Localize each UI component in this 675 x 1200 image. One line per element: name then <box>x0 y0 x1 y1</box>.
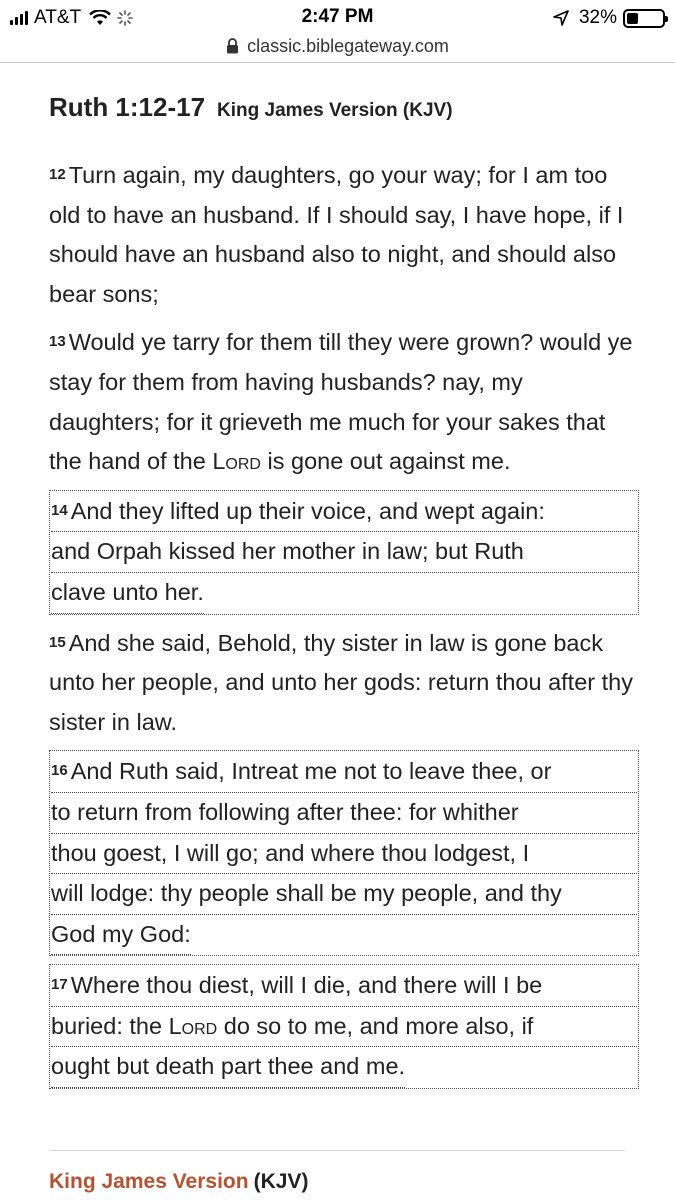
footer-divider <box>49 1150 625 1151</box>
verse-13[interactable] <box>49 322 639 481</box>
verse-line <box>51 491 637 533</box>
url-bar[interactable] <box>0 33 675 59</box>
version-abbr: (KJV) <box>253 1170 309 1193</box>
url-text: classic.biblegateway.com <box>247 35 449 56</box>
verse-14-highlighted[interactable] <box>49 490 639 615</box>
verse-line <box>51 834 637 875</box>
passage-reference: Ruth 1:12-17 <box>49 92 206 122</box>
verse-text: Turn again, my daughters, go your way; for I am too old to have an husband. If I should say, I have hope, if I should have an husband also to night, and should also bear sons; <box>49 162 624 307</box>
verse-line-text: will lodge: thy people shall be my people, and thy <box>51 880 562 907</box>
verse-line-text: and Orpah kissed her mother in law; but Ruth <box>51 538 524 565</box>
verse-line-text: And Ruth said, Intreat me not to leave thee, or <box>70 758 552 785</box>
verse-line <box>51 532 637 573</box>
verse-15[interactable] <box>49 623 639 743</box>
verse-number: 16 <box>51 762 68 780</box>
passage-heading <box>49 92 649 123</box>
verse-line-text: buried: the <box>51 1012 169 1039</box>
verse-number: 15 <box>49 633 66 651</box>
verse-line-text: clave unto her. <box>51 578 204 605</box>
verse-line <box>51 965 637 1007</box>
toolbar-divider <box>0 62 675 63</box>
carrier-label: AT&T <box>34 7 82 28</box>
battery-icon <box>623 9 665 28</box>
verse-16-highlighted[interactable] <box>49 750 639 956</box>
verse-text: Would ye tarry for them till they were grown? would ye stay for them from having husbands? nay, my daughters; for it grieveth me much for your sakes that the hand of the <box>49 329 633 475</box>
verse-line <box>51 1047 405 1088</box>
location-arrow-icon <box>553 10 569 26</box>
status-bar <box>0 0 675 34</box>
verse-17-highlighted[interactable] <box>49 964 639 1089</box>
version-link[interactable]: King James Version <box>49 1170 249 1193</box>
verse-line-text: Where thou diest, will I die, and there will I be <box>70 972 543 999</box>
verse-number: 14 <box>51 501 68 519</box>
status-right <box>553 7 665 29</box>
verse-line-text: thou goest, I will go; and where thou lodgest, I <box>51 839 530 866</box>
verse-number: 13 <box>49 333 66 351</box>
verse-text: And she said, Behold, thy sister in law is gone back unto her people, and unto her gods: return thou after thy sister in law. <box>49 629 633 735</box>
verse-line-text: to return from following after thee: for whither <box>51 798 519 825</box>
battery-percent: 32% <box>578 7 617 28</box>
verse-line <box>51 573 204 614</box>
lord-smallcaps: Lord <box>168 1012 218 1039</box>
lock-icon <box>226 38 239 54</box>
verse-line-text: do so to me, and more also, if <box>217 1012 534 1039</box>
lord-smallcaps: Lord <box>212 448 261 475</box>
clock: 2:47 PM <box>301 6 374 27</box>
verse-line-text: ought but death part thee and me. <box>51 1053 406 1080</box>
verse-line-text: And they lifted up their voice, and wept again: <box>70 497 545 524</box>
verse-12[interactable] <box>49 155 639 314</box>
verses-container <box>49 155 639 1097</box>
passage-version: King James Version (KJV) <box>217 100 453 121</box>
verse-line <box>51 793 637 834</box>
footer-version <box>49 1170 308 1194</box>
verse-number: 12 <box>49 166 66 183</box>
verse-line <box>51 915 191 956</box>
verse-text: is gone out against me. <box>260 448 511 475</box>
verse-number: 17 <box>51 976 68 994</box>
verse-line <box>51 874 637 915</box>
verse-line <box>51 751 637 793</box>
verse-line <box>51 1007 637 1048</box>
verse-line-text: God my God: <box>51 920 191 947</box>
